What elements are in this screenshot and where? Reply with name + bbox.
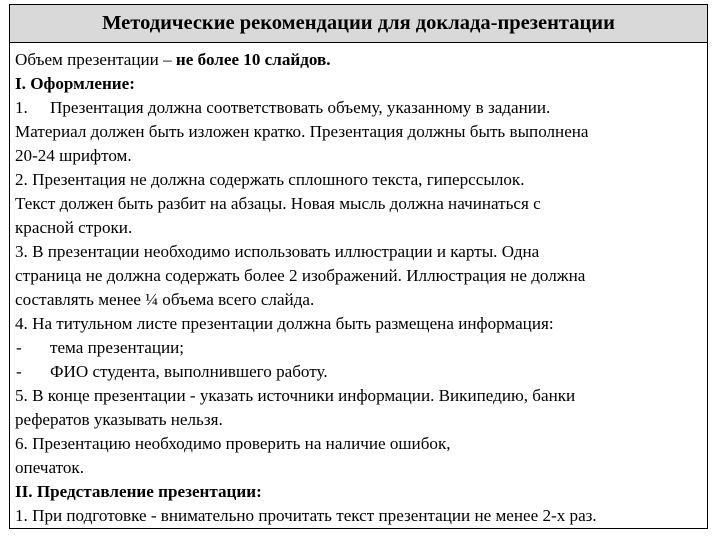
item-3-line-1: 3. В презентации необходимо использовать иллюстрации и карты. Одна (15, 242, 540, 261)
bullet-dash: - (16, 338, 22, 357)
item-3-line-3: составлять менее ¼ объема всего слайда. (15, 290, 315, 309)
intro-text: Объем презентации – (15, 50, 176, 69)
recommendations-table (9, 4, 708, 529)
list-item (15, 360, 707, 384)
item-2-line-1: 2. Презентация не должна содержать сплошного текста, гиперссылок. (15, 170, 525, 189)
section-heading-design: I. Оформление: (15, 74, 135, 93)
item-5-line-1: 5. В конце презентации - указать источники информации. Википедию, банки (15, 386, 576, 405)
item-3-line-2: страница не должна содержать более 2 изображений. Иллюстрация не должна (15, 266, 586, 285)
item-1-text: Презентация должна соответствовать объему, указанному в задании. (50, 98, 551, 117)
bullet-text: ФИО студента, выполнившего работу. (50, 362, 328, 381)
intro-line (15, 48, 707, 72)
item-4-line-1: 4. На титульном листе презентации должна быть размещена информация: (15, 314, 554, 333)
bullet-text: тема презентации; (50, 338, 185, 357)
intro-slide-limit: не более 10 слайдов. (175, 50, 331, 69)
item-2-line-2: Текст должен быть разбит на абзацы. Новая мысль должна начинаться с (15, 194, 541, 213)
item-2-line-3: красной строки. (15, 218, 133, 237)
item-6-line-1: 6. Презентацию необходимо проверить на наличие ошибок, (15, 434, 451, 453)
bullet-dash: - (16, 362, 22, 381)
section-heading-presentation: II. Представление презентации: (15, 482, 262, 501)
item-1-line-2: Материал должен быть изложен кратко. Презентация должны быть выполнена (15, 122, 589, 141)
item-1-line-1 (15, 96, 707, 120)
item-7-line-1: 1. При подготовке - внимательно прочитать текст презентации не менее 2-х раз. (15, 506, 597, 525)
item-1-number: 1. (15, 98, 28, 117)
table-body (10, 43, 707, 528)
item-6-line-2: опечаток. (15, 458, 84, 477)
item-5-line-2: рефератов указывать нельзя. (15, 410, 223, 429)
item-1-line-3: 20-24 шрифтом. (15, 146, 132, 165)
table-title: Методические рекомендации для доклада-презентации (10, 5, 707, 43)
list-item (15, 336, 707, 360)
